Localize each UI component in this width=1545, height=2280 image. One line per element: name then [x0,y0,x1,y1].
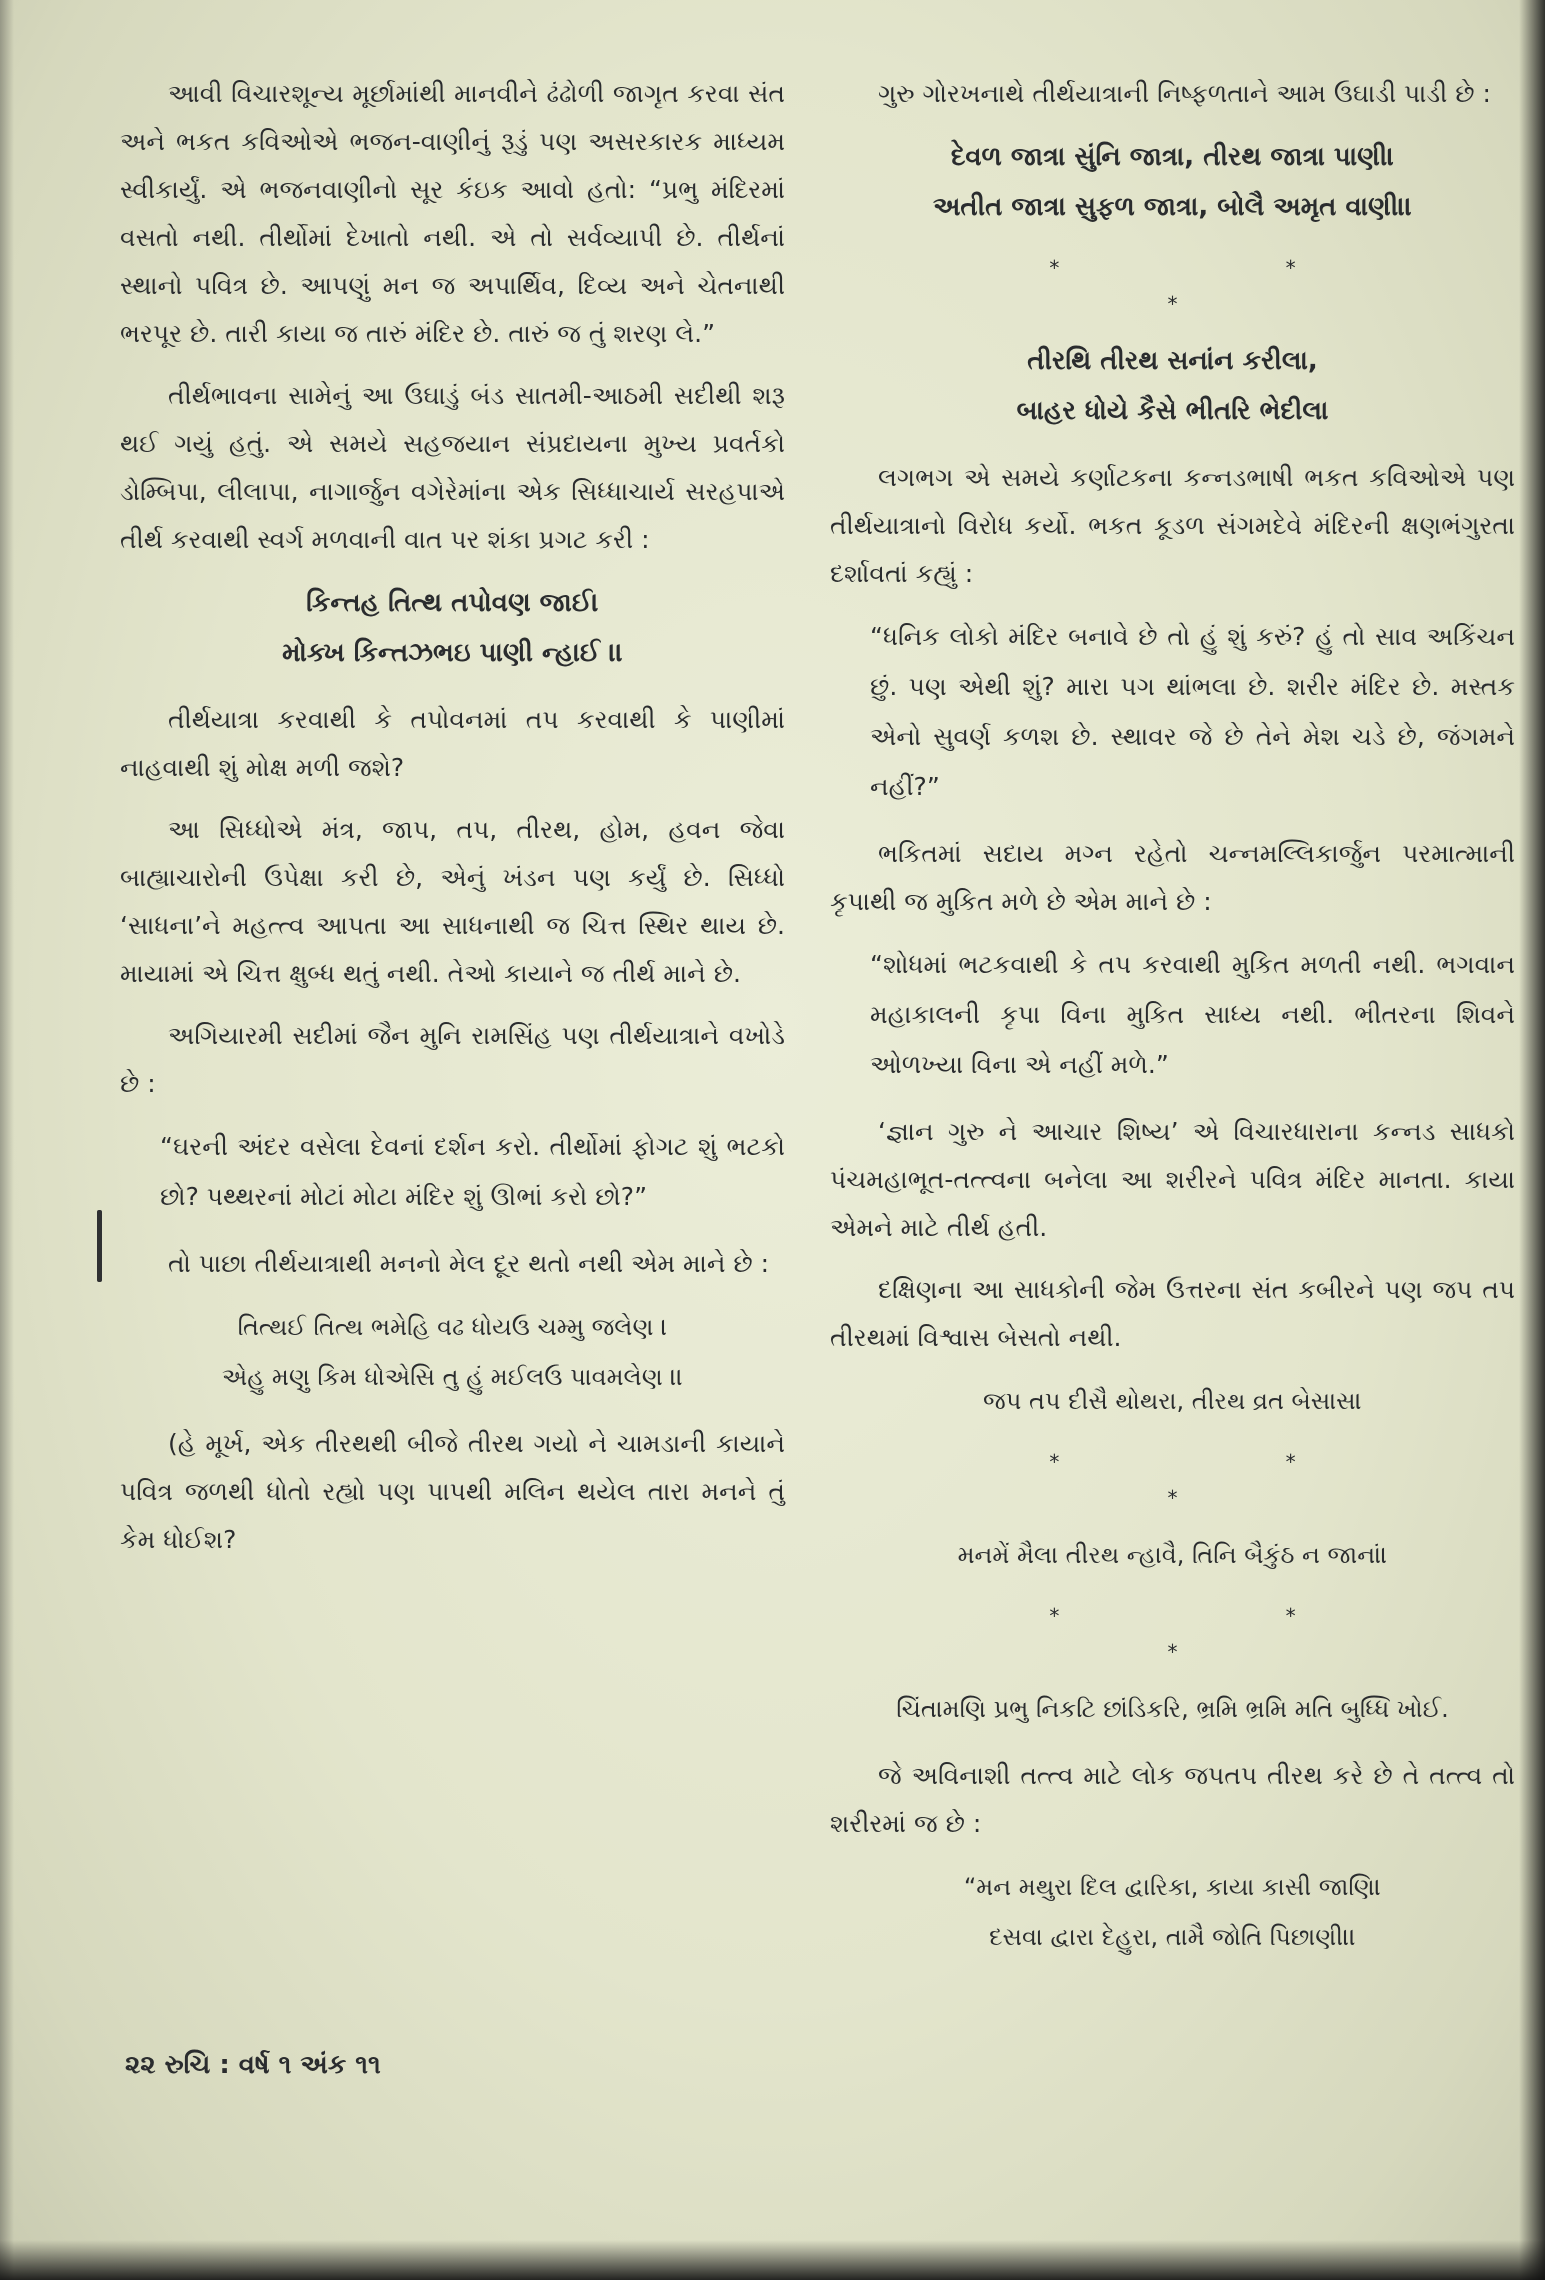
verse-line: દેવળ જાત્રા સુંનિ જાત્રા, તીરથ જાત્રા પાણી। [950,142,1395,172]
right-paragraph-2: લગભગ એ સમયે કર્ણાટકના કન્નડભાષી ભકત કવિઓએ પણ તીર્થયાત્રાનો વિરોધ કર્યો. ભકત કૂડળ સંગમદેવે મંદિરની ક્ષણભંગુરતા દર્શાવતાં કહ્યું : [830,463,1515,588]
page-shadow-bottom [0,2240,1545,2280]
page-footer: ૨૨ રુચિ : વર્ષ ૧ અંક ૧૧ [125,2050,381,2080]
section-divider-stars: * * * [1049,256,1406,316]
verse-line: અતીત જાત્રા સુફળ જાત્રા, બોલૈ અમૃત વાણી।। [932,192,1413,222]
section-divider-stars: * * * [1049,1604,1406,1664]
verse-line: કિન્તહ તિત્થ તપોવણ જાઈ। [306,588,599,618]
left-paragraph-3: તીર્થયાત્રા કરવાથી કે તપોવનમાં તપ કરવાથી કે પાણીમાં નાહવાથી શું મોક્ષ મળી જશે? [120,705,785,782]
left-column [120,70,785,1578]
left-verse-1 [120,578,785,678]
right-verse-3: જપ તપ દીસૈ થોથરા, તીરથ વ્રત બેસાસ। [983,1387,1362,1415]
right-verse-2 [830,336,1515,436]
right-quote-2: “શોધમાં ભટકવાથી કે તપ કરવાથી મુકિત મળતી નથી. ભગવાન મહાકાલની કૃપા વિના મુકિત સાધ્ય નથી. ભીતરના શિવને ઓળખ્યા વિના એ નહીં મળે.” [870,950,1515,1079]
right-verse-5: ચિંતામણિ પ્રભુ નિકટિ છાંડિકરિ, ભ્રમિ ભ્રમિ મતિ બુધ્ધિ ખોઈ. [896,1695,1449,1723]
page-shadow-left [0,0,14,2280]
left-paragraph-7: (હે મૂર્ખ, એક તીરથથી બીજે તીરથ ગયો ને ચામડાની કાયાને પવિત્ર જળથી ધોતો રહ્યો પણ પાપથી મલિન થયેલ તારા મનને તું કેમ ધોઈશ? [120,1429,785,1554]
margin-mark [97,1210,102,1282]
right-paragraph-6: જે અવિનાશી તત્ત્વ માટે લોક જપતપ તીરથ કરે છે તે તત્ત્વ તો શરીરમાં જ છે : [830,1761,1515,1838]
verse-line: “મન મથુરા દિલ દ્વારિકા, કાયા કાસી જાણિ। [963,1873,1382,1901]
verse-line: મોક્ખ કિન્તઝભઇ પાણી ન્હાઈ ।। [282,638,623,668]
right-paragraph-3: ભકિતમાં સદાય મગ્ન રહેતો ચન્નમલ્લિકાર્જુન પરમાત્માની કૃપાથી જ મુકિત મળે છે એમ માને છે : [830,839,1515,916]
right-paragraph-1: ગુરુ ગોરખનાથે તીર્થયાત્રાની નિષ્ફળતાને આમ ઉઘાડી પાડી છે : [878,79,1491,108]
page-shadow-right [1519,0,1545,2280]
verse-line: તિત્થઈ તિત્થ ભમેહિ વઢ ધોયઉ ચમ્મુ જલેણ । [237,1313,668,1341]
left-verse-2 [120,1302,785,1402]
right-verse-1 [830,132,1515,232]
right-column [830,70,1515,1980]
right-quote-1: “ધનિક લોકો મંદિર બનાવે છે તો હું શું કરું? હું તો સાવ અકિંચન છું. પણ એથી શું? મારા પગ થાંભલા છે. શરીર મંદિર છે. મસ્તક એનો સુવર્ણ કળશ છે. સ્થાવર જે છે તેને મેશ ચડે છે, જંગમને નહીં?” [870,622,1515,801]
verse-line: એહુ મણુ કિમ ધોએસિ તુ હું મઈલઉ પાવમલેણ ।। [221,1363,684,1391]
verse-line: બાહર ધોયે કૈસે ભીતરિ ભેદીલા [1016,396,1329,426]
left-paragraph-1: આવી વિચારશૂન્ય મૂર્છામાંથી માનવીને ઢંઢોળી જાગૃત કરવા સંત અને ભકત કવિઓએ ભજન-વાણીનું રૂડું પણ અસરકારક માધ્યમ સ્વીકાર્યું. એ ભજનવાણીનો સૂર કંઇક આવો હતો: “પ્રભુ મંદિરમાં વસતો નથી. તીર્થોમાં દેખાતો નથી. એ તો સર્વવ્યાપી છે. તીર્થનાં સ્થાનો પવિત્ર છે. આપણું મન જ અપાર્થિવ, દિવ્ય અને ચેતનાથી ભરપૂર છે. તારી કાયા જ તારું મંદિર છે. તારું જ તું શરણ લે.” [120,79,785,348]
verse-line: દસવા દ્વારા દેહુરા, તામૈ જોતિ પિછાણી।। [989,1923,1356,1951]
left-paragraph-2: તીર્થભાવના સામેનું આ ઉઘાડું બંડ સાતમી-આઠમી સદીથી શરૂ થઈ ગયું હતું. એ સમયે સહજયાન સંપ્રદાયના મુખ્ય પ્રવર્તકો ડોમ્બિપા, લીલાપા, નાગાર્જુન વગેરેમાંના એક સિધ્ધાચાર્ય સરહપાએ તીર્થ કરવાથી સ્વર્ગ મળવાની વાત પર શંકા પ્રગટ કરી : [120,381,785,554]
left-paragraph-6: તો પાછા તીર્થયાત્રાથી મનનો મેલ દૂર થતો નથી એમ માને છે : [168,1249,770,1278]
left-paragraph-4: આ સિધ્ધોએ મંત્ર, જાપ, તપ, તીરથ, હોમ, હવન જેવા બાહ્યાચારોની ઉપેક્ષા કરી છે, એનું ખંડન પણ કર્યું છે. સિધ્ધો ‘સાધના’ને મહત્ત્વ આપતા આ સાધનાથી જ ચિત્ત સ્થિર થાય છે. માયામાં એ ચિત્ત ક્ષુબ્ધ થતું નથી. તેઓ કાયાને જ તીર્થ માને છે. [120,815,785,988]
verse-line: તીરથિ તીરથ સનાંન કરીલા, [1027,346,1318,376]
left-paragraph-5: અગિયારમી સદીમાં જૈન મુનિ રામસિંહ પણ તીર્થયાત્રાને વખોડે છે : [120,1021,785,1098]
right-paragraph-4: ‘જ્ઞાન ગુરુ ને આચાર શિષ્ય’ એ વિચારધારાના કન્નડ સાધકો પંચમહાભૂત-તત્ત્વના બનેલા આ શરીરને પવિત્ર મંદિર માનતા. કાયા એમને માટે તીર્થ હતી. [830,1117,1515,1242]
left-quote-1: “ઘરની અંદર વસેલા દેવનાં દર્શન કરો. તીર્થોમાં ફોગટ શું ભટકો છો? પથ્થરનાં મોટાં મોટા મંદિર શું ઊભાં કરો છો?” [160,1132,785,1211]
section-divider-stars: * * * [1049,1450,1406,1510]
right-verse-4: મનમેં મૈલા તીરથ ન્હાવૈ, તિનિ બૈકુંઠ ન જાનાં। [957,1541,1388,1569]
right-verse-6 [830,1862,1515,1962]
right-paragraph-5: દક્ષિણના આ સાધકોની જેમ ઉત્તરના સંત કબીરને પણ જપ તપ તીરથમાં વિશ્વાસ બેસતો નથી. [830,1275,1515,1352]
